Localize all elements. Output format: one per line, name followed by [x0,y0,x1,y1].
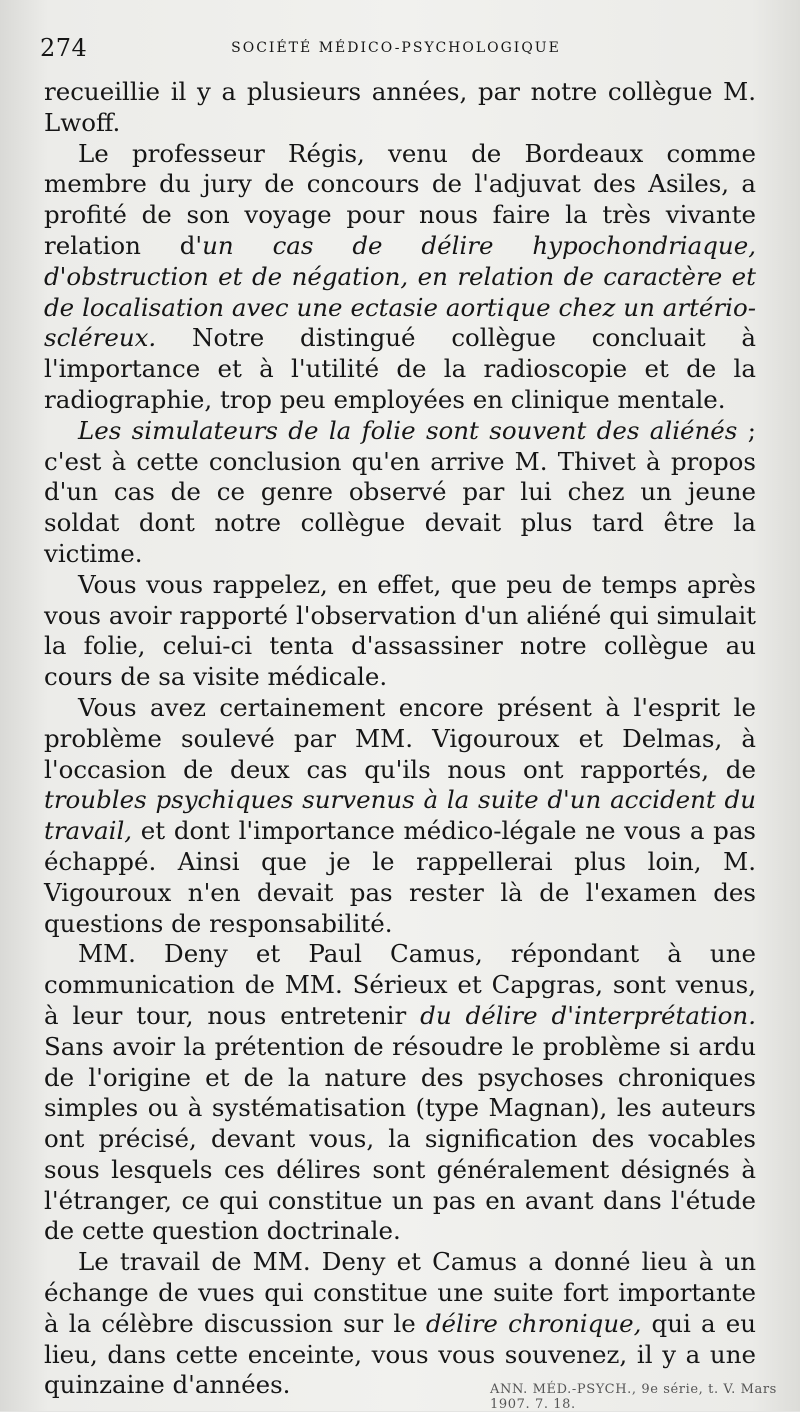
paragraph-thivet [44,416,756,570]
case-title-italic: un cas de délire hypochondriaque, d'obstruction et de négation, en relation de caractère et de localisation avec une ectasie aortique chez un artério-scléreux. [44,230,756,353]
paragraph-regis [44,139,756,416]
topic-italic: délire chronique, [425,1308,642,1338]
paragraph-continuation [44,77,756,139]
topic-italic: du délire d'interprétation. [420,1000,756,1030]
paragraph-text: recueillie il y a plusieurs années, par notre collègue M. Lwoff. [44,77,756,137]
paragraph-text: Vous avez certainement encore présent à l'esprit le problème soulevé par MM. Vigouroux et Delmas, à l'occasion de deux cas qu'ils nous ont rapportés, de [44,692,756,784]
paragraph-text: Sans avoir la prétention de résoudre le problème si ardu de l'origine et de la nature des psychoses chroniques simples ou à systématisation (type Magnan), les auteurs ont précisé, devant vous, la signification des vocables sous lesquels ces délires sont généralement désignés à l'étranger, ce qui constitue un pas en avant dans l'étude de cette question doctrinale. [44,1031,756,1246]
paragraph-text: qui a eu lieu, dans cette enceinte, vous vous souvenez, il y a une quinzaine d'années. [44,1308,757,1400]
paragraph-assassination [44,570,756,693]
page-footer-signature: ANN. MÉD.-PSYCH., 9e série, t. V. Mars 1907. 7. 18. [490,1382,777,1412]
paragraph-deny-camus [44,939,756,1247]
paragraph-text: Vous vous rappelez, en effet, que peu de temps après vous avoir rapporté l'observation d'un aliéné qui simulait la folie, celui-ci tenta d'assassiner notre collègue au cours de sa visite médicale. [44,569,756,692]
paragraph-text: MM. Deny et Paul Camus, répondant à une communication de MM. Sérieux et Capgras, sont venus, à leur tour, nous entretenir [44,939,756,1030]
thesis-italic: Les simulateurs de la folie sont souvent des aliénés [78,415,738,445]
page-number: 274 [40,34,88,62]
running-head: SOCIÉTÉ MÉDICO-PSYCHOLOGIQUE [231,40,561,56]
paragraph-text: ; c'est à cette conclusion qu'en arrive M. Thivet à propos d'un cas de ce genre observé par lui chez un jeune soldat dont notre collègue devait plus tard être la victime. [44,415,756,568]
paragraph-text: et dont l'importance médico-légale ne vous a pas échappé. Ainsi que je le rappellerai plus loin, M. Vigouroux n'en devait pas rester là de l'examen des questions de responsabilité. [44,816,756,938]
paragraph-text: Notre distingué collègue concluait à l'importance et à l'utilité de la radioscopie et de la radiographie, trop peu employées en clinique mentale. [44,323,756,414]
body-text [44,77,756,1401]
page-header [40,34,752,64]
paragraph-discussion [44,1247,756,1401]
topic-italic: troubles psychiques survenus à la suite d'un accident du travail, [44,785,756,846]
paragraph-text: Le professeur Régis, venu de Bordeaux comme membre du jury de concours de l'adjuvat des Asiles, a profité de son voyage pour nous faire la très vivante relation d' [44,138,756,260]
paragraph-vigouroux [44,693,756,939]
paragraph-text: Le travail de MM. Deny et Camus a donné lieu à un échange de vues qui constitue une suite fort importante à la célèbre discussion sur le [44,1247,756,1338]
